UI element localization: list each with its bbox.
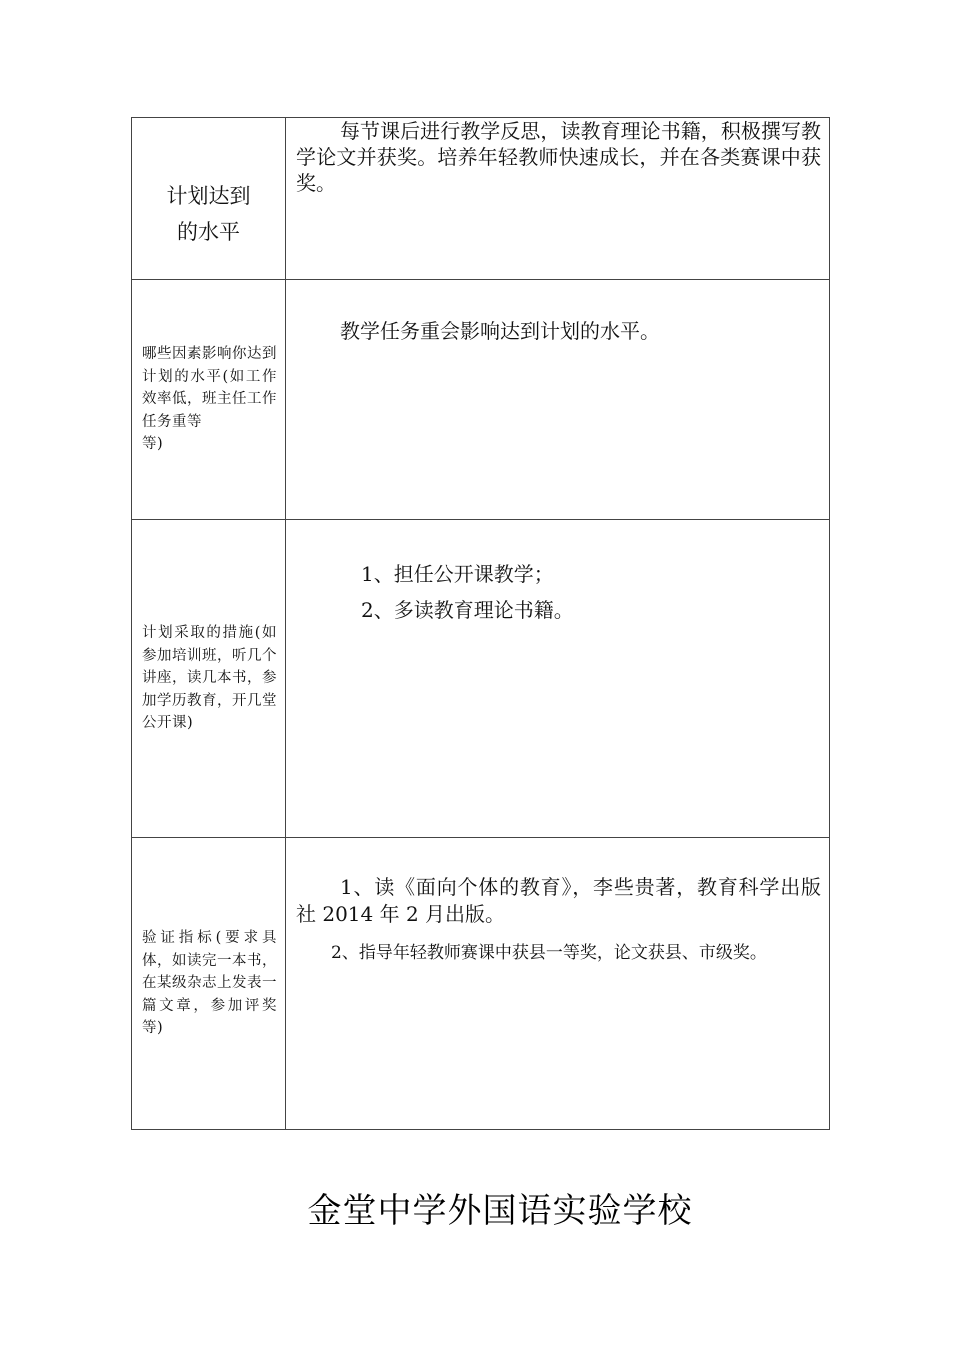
list-item: 1、读《面向个体的教育》，李些贵著，教育科学出版社 2014 年 2 月出版。 — [296, 875, 821, 926]
label-tail: 等) — [142, 436, 164, 453]
list-item: 1、担任公开课教学； — [361, 562, 554, 586]
label-body: 哪些因素影响你达到计划的水平(如工作效率低，班主任工作任务重等 — [142, 346, 277, 430]
measures-list — [286, 556, 829, 628]
label-text: 验证指标(要求具体，如读完一本书，在某级杂志上发表一篇文章，参加评奖等) — [142, 930, 277, 1037]
content-text: 教学任务重会影响达到计划的水平。 — [340, 319, 660, 343]
content-text: 每节课后进行教学反思，读教育理论书籍，积极撰写教学论文并获奖。培养年轻教师快速成长，并在各类赛课中获奖。 — [296, 119, 821, 195]
table-row — [132, 280, 830, 520]
table-row — [132, 838, 830, 1130]
row-label-influencing-factors — [132, 280, 286, 520]
school-name: 金堂中学外国语实验学校 — [307, 1191, 693, 1231]
row-content-measures — [286, 520, 830, 838]
plan-table — [131, 117, 830, 1130]
label-text — [132, 148, 285, 250]
table-row — [132, 118, 830, 280]
row-label-verification — [132, 838, 286, 1130]
row-content-verification — [286, 838, 830, 1130]
table-row — [132, 520, 830, 838]
list-item: 2、指导年轻教师赛课中获县一等奖，论文获县、市级奖。 — [331, 943, 767, 963]
label-line: 的水平 — [177, 219, 240, 244]
row-content-influencing-factors — [286, 280, 830, 520]
label-text — [132, 343, 285, 456]
row-label-target-level — [132, 118, 286, 280]
label-text: 计划采取的措施(如参加培训班，听几个讲座，读几本书，参加学历教育，开几堂公开课) — [142, 625, 277, 732]
row-content-target-level — [286, 118, 830, 280]
row-label-measures — [132, 520, 286, 838]
label-line: 计划达到 — [166, 183, 251, 208]
list-item: 2、多读教育理论书籍。 — [361, 598, 574, 622]
